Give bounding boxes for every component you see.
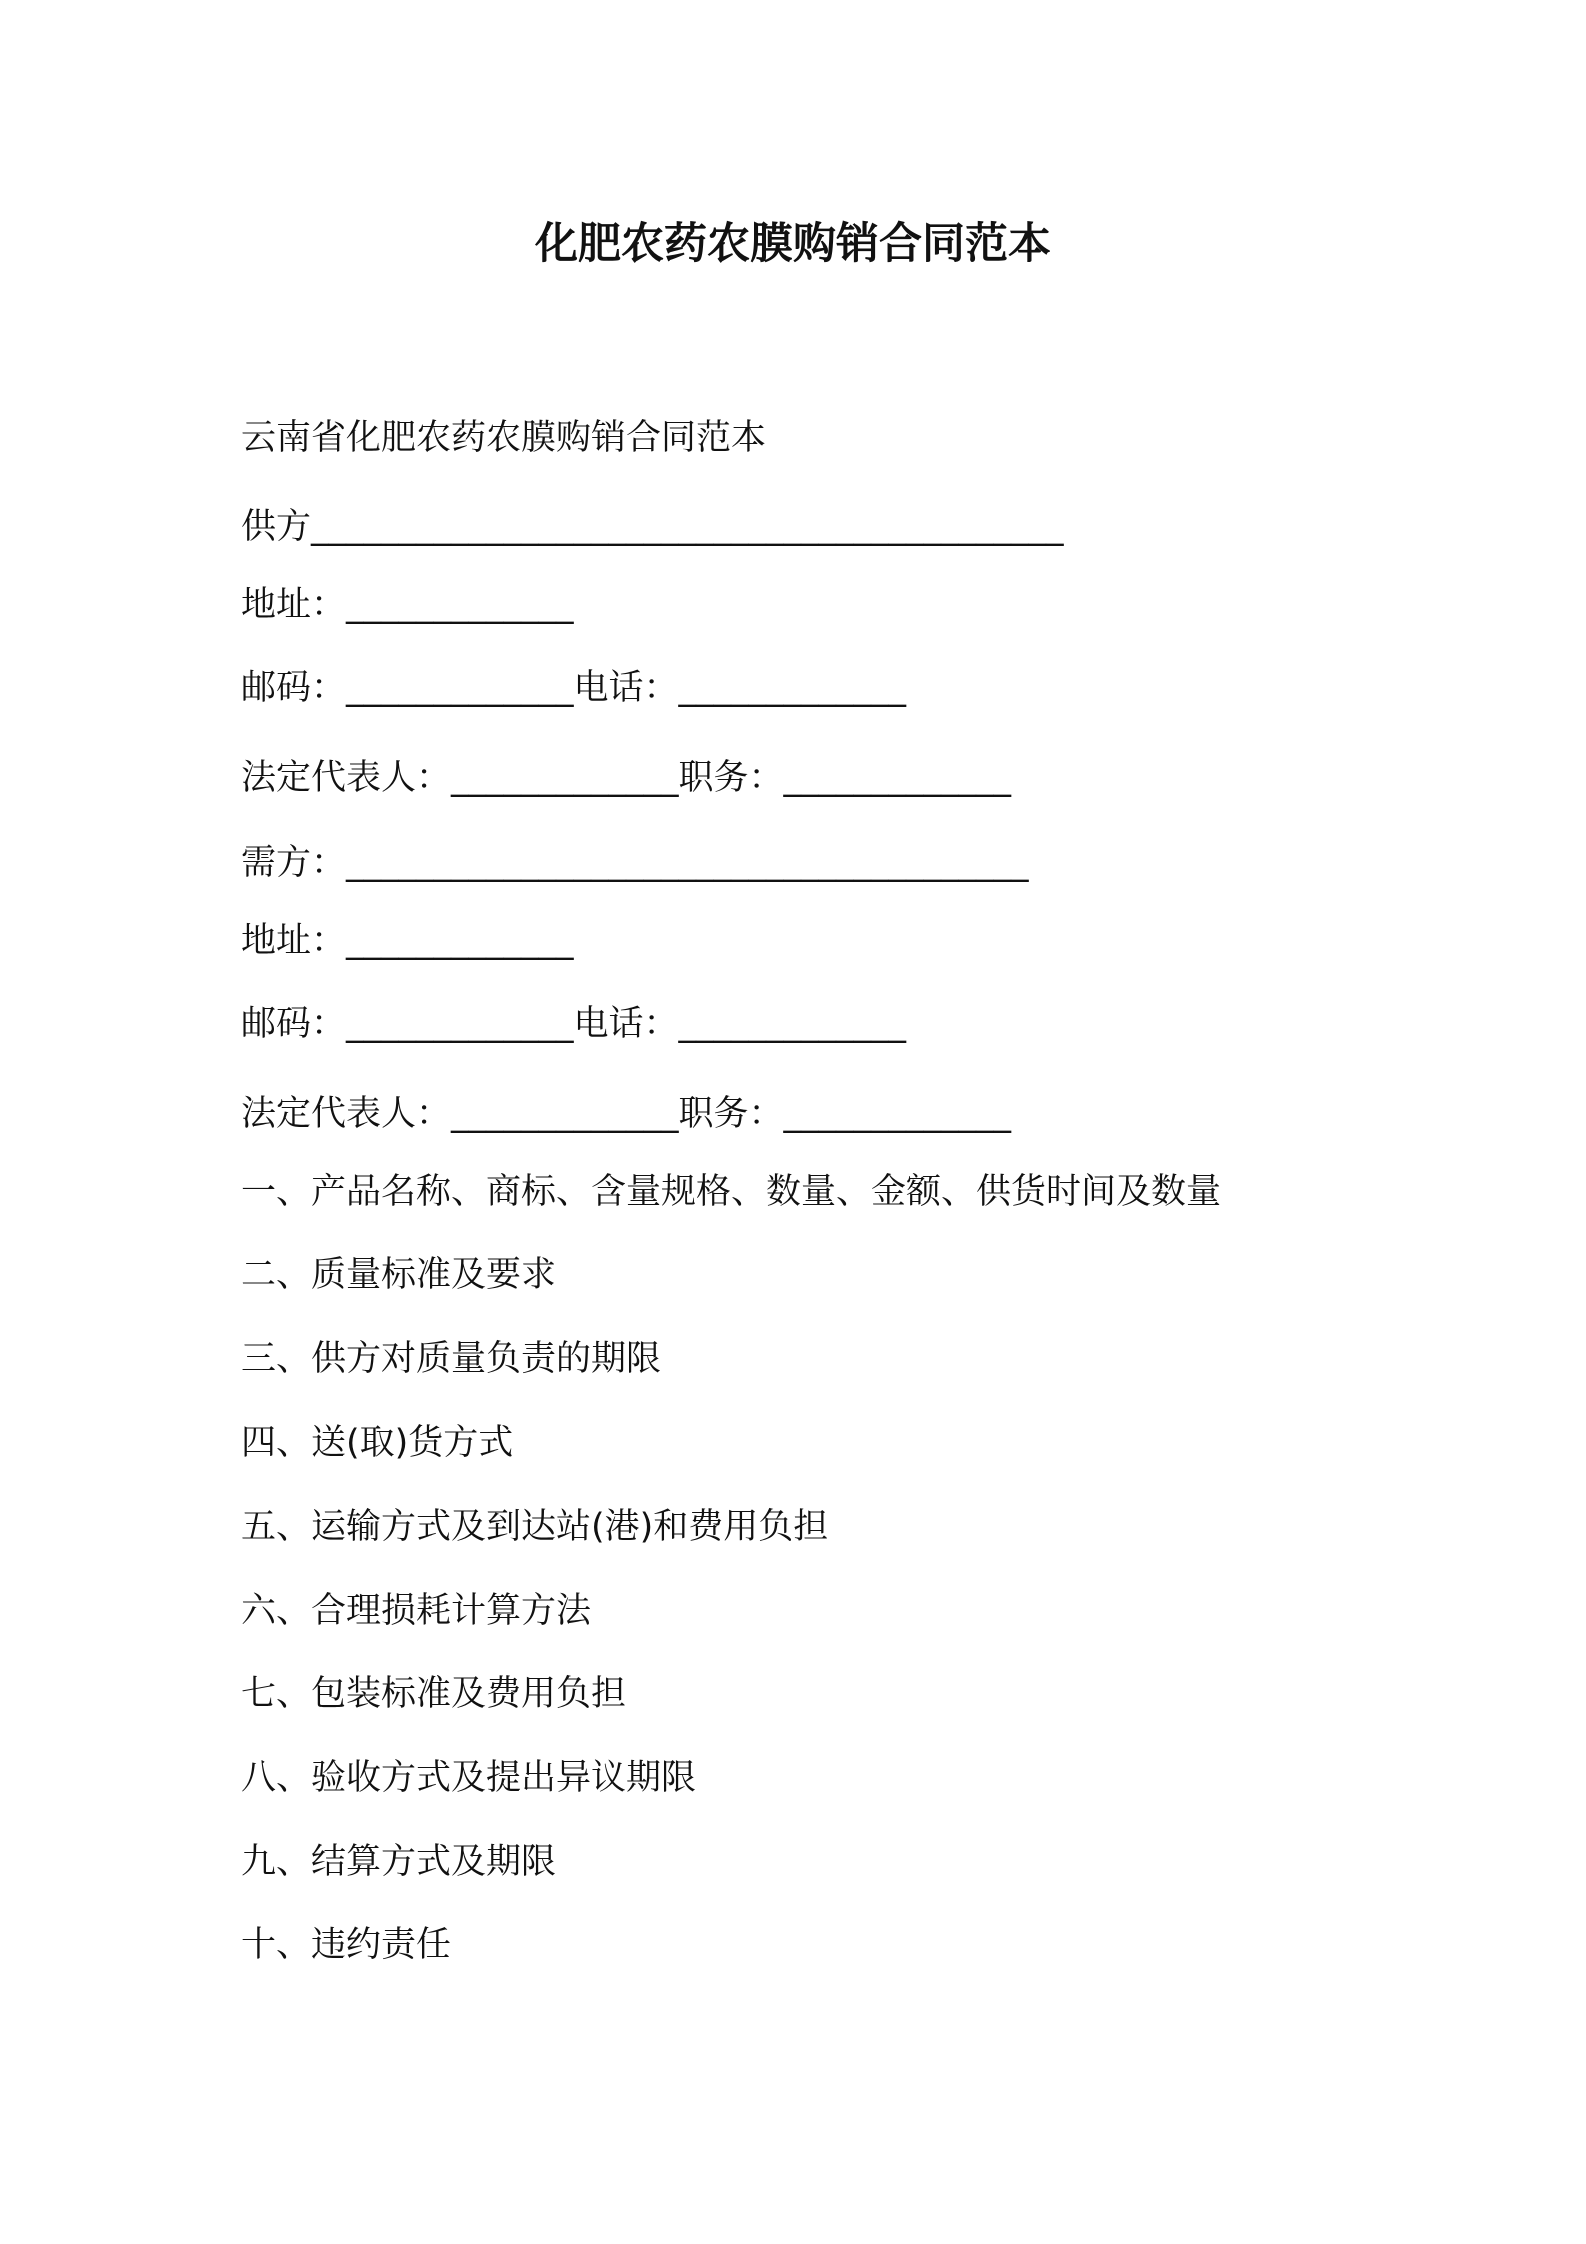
clause-9: 九、结算方式及期限 xyxy=(241,1842,557,1882)
buyer-position-field: 职务：_____________ xyxy=(678,1094,1012,1134)
clause-10: 十、违约责任 xyxy=(241,1925,452,1965)
buyer-rep-line xyxy=(241,1090,1011,1138)
buyer-postcode-field: 邮码：_____________ xyxy=(241,1004,574,1044)
buyer-rep-field: 法定代表人：_____________ xyxy=(241,1094,679,1134)
buyer-phone-field: 电话：_____________ xyxy=(573,1004,907,1044)
clause-1: 一、产品名称、商标、含量规格、数量、金额、供货时间及数量 xyxy=(241,1172,1222,1212)
clause-5: 五、运输方式及到达站(港)和费用负担 xyxy=(241,1507,829,1547)
buyer-name-line: 需方：_______________________________________ xyxy=(241,843,1029,883)
supplier-address-line: 地址：_____________ xyxy=(241,585,574,625)
clause-6: 六、合理损耗计算方法 xyxy=(241,1591,592,1631)
supplier-name-line: 供方___________________________________________ xyxy=(241,507,1064,547)
clause-3: 三、供方对质量负责的期限 xyxy=(241,1339,662,1379)
supplier-position-field: 职务：_____________ xyxy=(678,758,1012,798)
supplier-contact-line xyxy=(241,664,906,712)
clause-7: 七、包装标准及费用负担 xyxy=(241,1674,627,1714)
buyer-address-line: 地址：_____________ xyxy=(241,921,574,961)
buyer-contact-line xyxy=(241,1000,906,1048)
supplier-rep-field: 法定代表人：_____________ xyxy=(241,758,679,798)
clause-4: 四、送(取)货方式 xyxy=(241,1423,514,1463)
clause-2: 二、质量标准及要求 xyxy=(241,1255,557,1295)
supplier-phone-field: 电话：_____________ xyxy=(573,668,907,708)
document-title: 化肥农药农膜购销合同范本 xyxy=(535,219,1051,269)
supplier-postcode-field: 邮码：_____________ xyxy=(241,668,574,708)
supplier-rep-line xyxy=(241,754,1011,802)
clause-8: 八、验收方式及提出异议期限 xyxy=(241,1758,697,1798)
document-subtitle: 云南省化肥农药农膜购销合同范本 xyxy=(241,418,767,458)
